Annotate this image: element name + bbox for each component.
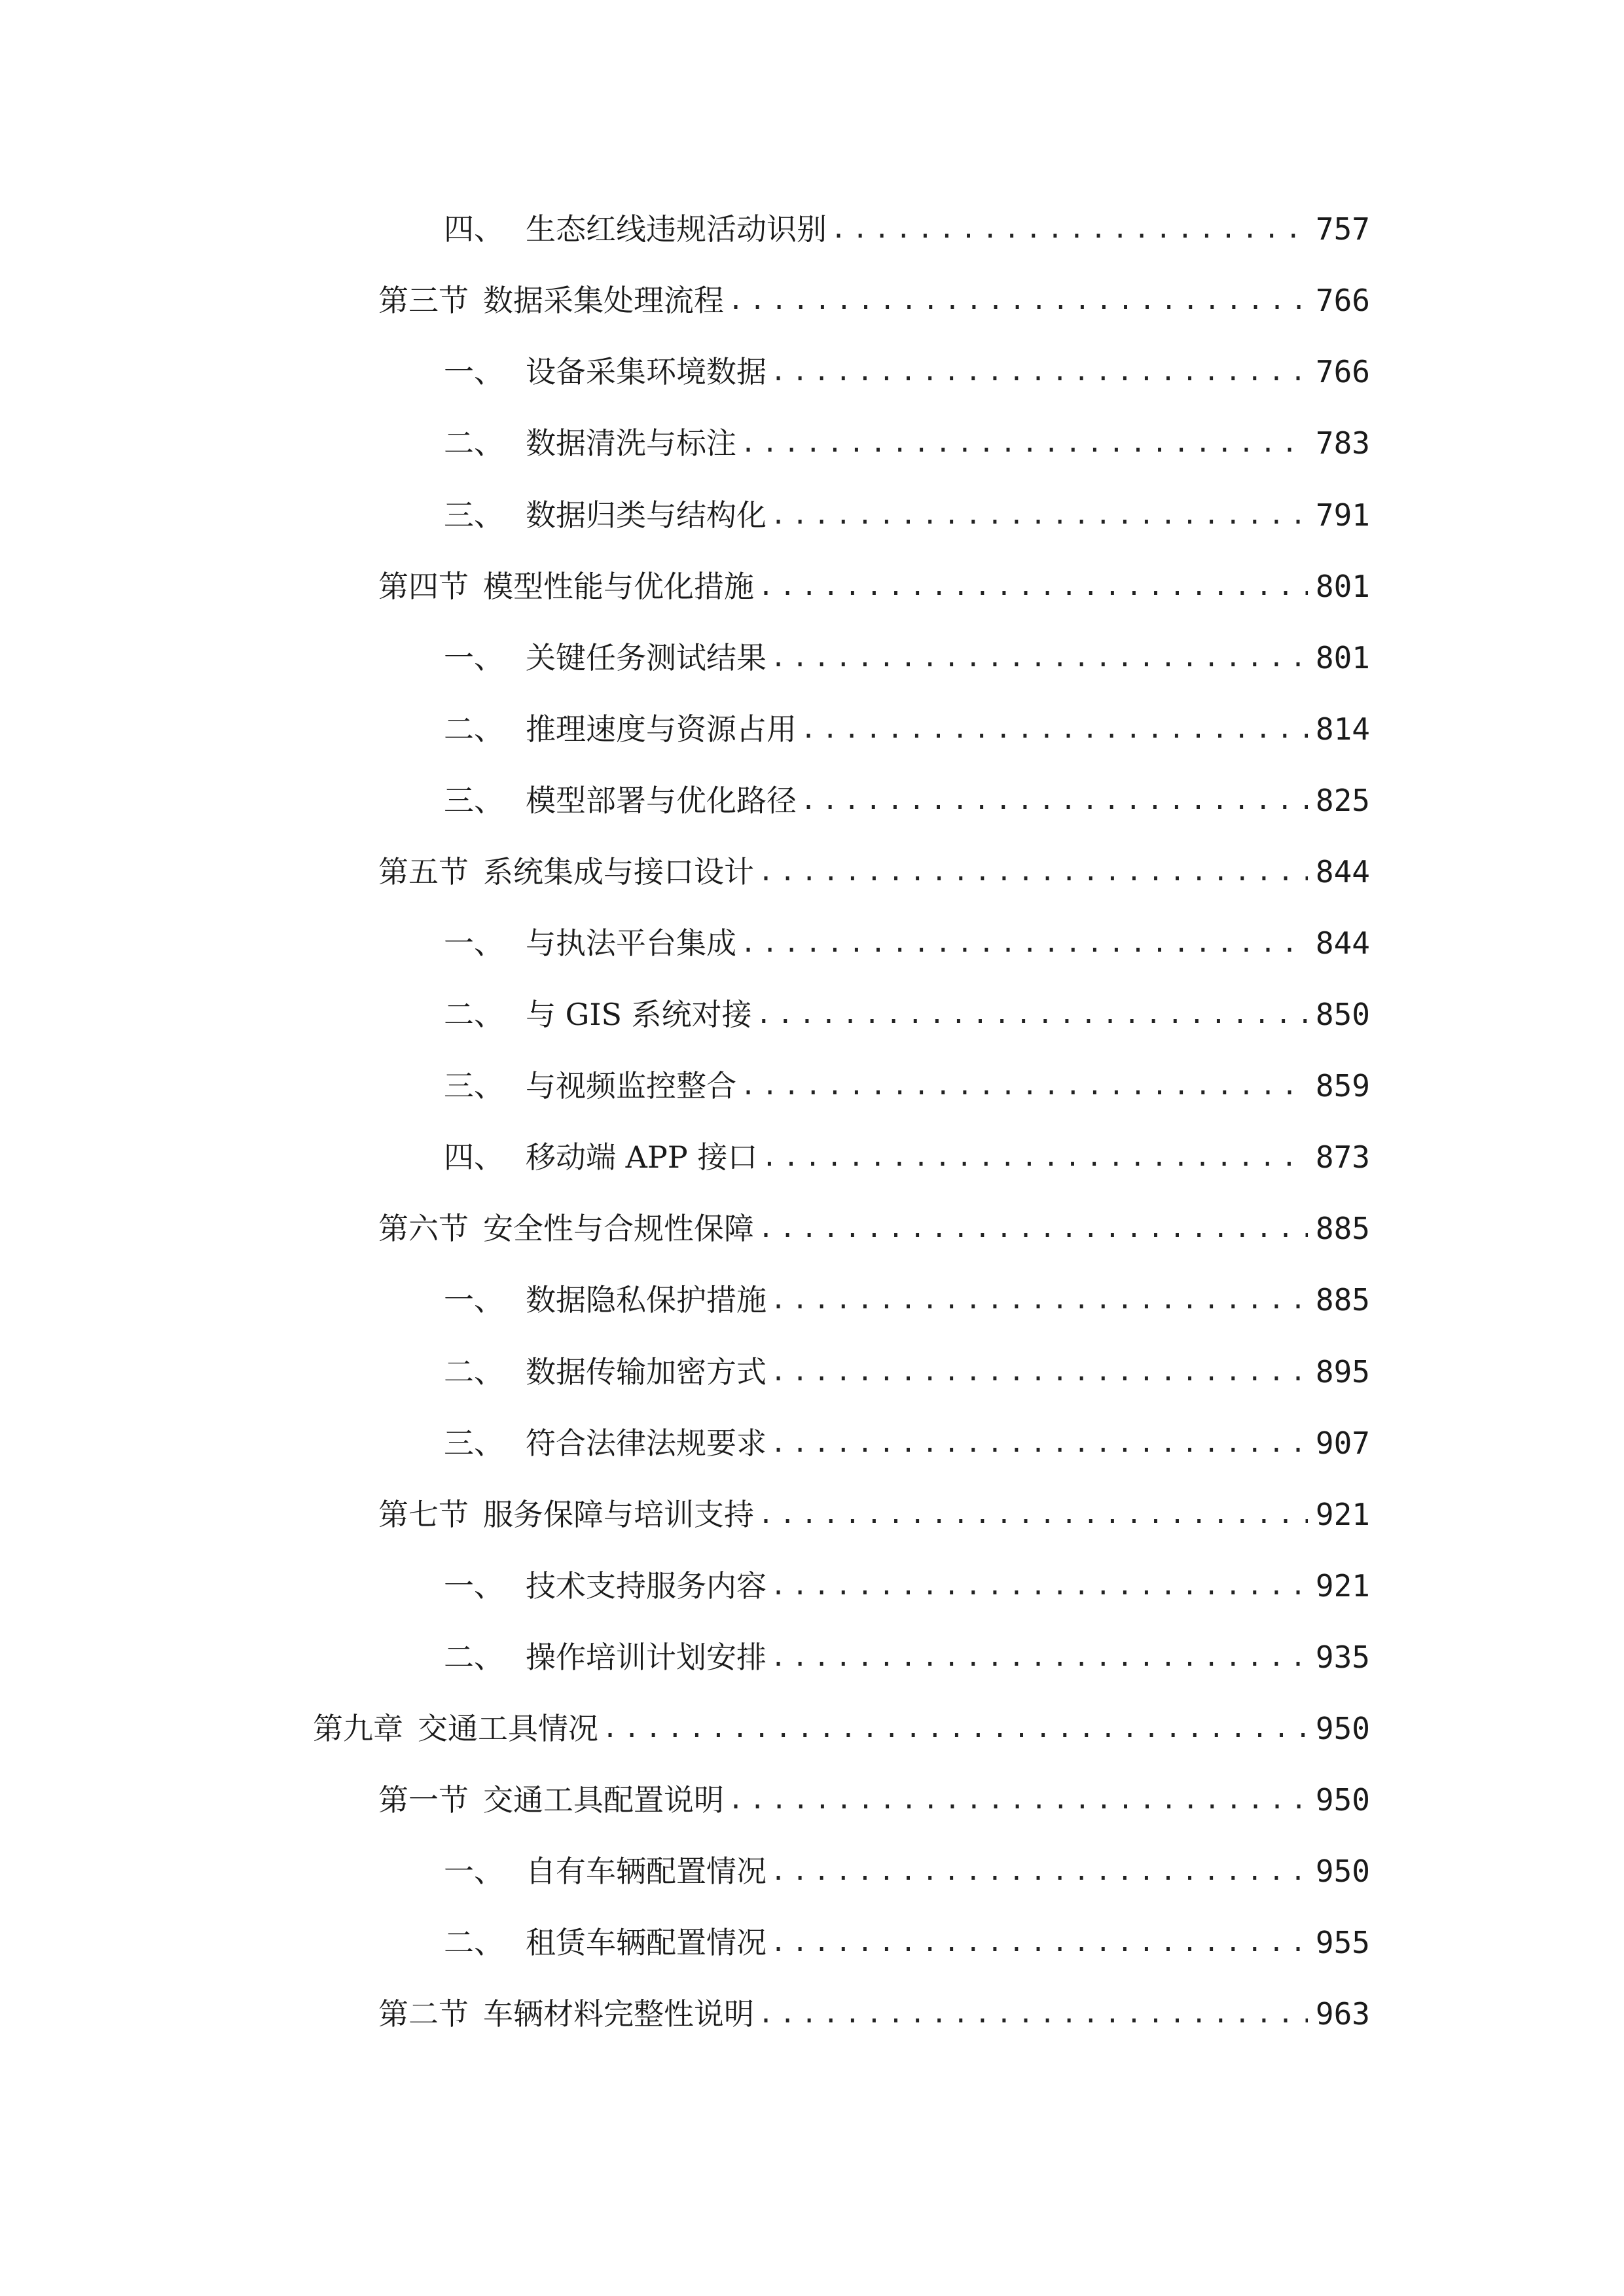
toc-entry-page-number: 885 <box>1315 1282 1370 1318</box>
dot-leader <box>770 632 1308 684</box>
toc-entry-number: 第九章 <box>313 1711 403 1746</box>
toc-entry-page-number: 801 <box>1315 569 1370 604</box>
toc-entry-page-number: 791 <box>1315 497 1370 533</box>
toc-entry-page-number: 766 <box>1315 283 1370 318</box>
dot-leader <box>728 274 1308 327</box>
dot-leader <box>770 1346 1308 1398</box>
toc-entry-page-number: 935 <box>1315 1640 1370 1675</box>
toc-entry-title: 安全性与合规性保障 <box>483 1211 754 1246</box>
toc-entry-title: 车辆材料完整性说明 <box>483 1996 754 2032</box>
toc-entry-page-number: 950 <box>1315 1782 1370 1818</box>
toc-entry-number: 一、 <box>444 1568 504 1604</box>
toc-entry-number: 四、 <box>444 1139 504 1175</box>
toc-entry-title: 模型性能与优化措施 <box>483 569 754 604</box>
toc-entry-title: 自有车辆配置情况 <box>526 1854 767 1889</box>
toc-entry-number: 三、 <box>444 1426 504 1461</box>
toc-entry-title: 与执法平台集成 <box>526 925 736 961</box>
toc-entry-item[interactable] <box>444 988 1370 1041</box>
toc-entry-item[interactable] <box>444 1060 1370 1112</box>
dot-leader <box>770 489 1308 541</box>
toc-entry-title: 数据隐私保护措施 <box>526 1282 767 1318</box>
toc-entry-number: 二、 <box>444 1354 504 1390</box>
toc-entry-number: 二、 <box>444 425 504 461</box>
toc-entry-item[interactable] <box>444 917 1370 969</box>
toc-entry-item[interactable] <box>444 774 1370 827</box>
toc-entry-title: 交通工具情况 <box>418 1711 598 1746</box>
toc-entry-number: 三、 <box>444 497 504 533</box>
dot-leader <box>770 1845 1308 1897</box>
toc-entry-item[interactable] <box>444 1274 1370 1326</box>
toc-entry-section[interactable] <box>378 560 1370 613</box>
toc-entry-title: 符合法律法规要求 <box>526 1426 767 1461</box>
toc-entry-title: 与 GIS 系统对接 <box>526 997 752 1032</box>
toc-entry-number: 二、 <box>444 1640 504 1675</box>
toc-entry-page-number: 757 <box>1315 211 1370 247</box>
toc-entry-title: 关键任务测试结果 <box>526 640 767 675</box>
dot-leader <box>770 346 1308 398</box>
toc-entry-page-number: 859 <box>1315 1068 1370 1103</box>
dot-leader <box>758 1488 1308 1541</box>
toc-entry-item[interactable] <box>444 1131 1370 1183</box>
toc-entry-title: 生态红线违规活动识别 <box>526 211 827 247</box>
toc-entry-section[interactable] <box>378 1774 1370 1826</box>
toc-entry-page-number: 873 <box>1315 1139 1370 1175</box>
toc-entry-section[interactable] <box>378 1202 1370 1255</box>
toc-entry-title: 系统集成与接口设计 <box>483 854 754 889</box>
toc-entry-page-number: 801 <box>1315 640 1370 675</box>
toc-entry-section[interactable] <box>378 1988 1370 2040</box>
toc-entry-title: 数据清洗与标注 <box>526 425 736 461</box>
dot-leader <box>770 1916 1308 1969</box>
toc-entry-number: 第五节 <box>378 854 469 889</box>
toc-entry-item[interactable] <box>444 489 1370 541</box>
toc-entry-number: 一、 <box>444 640 504 675</box>
toc-entry-page-number: 907 <box>1315 1426 1370 1461</box>
toc-entry-number: 三、 <box>444 783 504 818</box>
toc-entry-page-number: 844 <box>1315 925 1370 961</box>
toc-entry-item[interactable] <box>444 1560 1370 1612</box>
toc-entry-section[interactable] <box>378 1488 1370 1541</box>
toc-entry-title: 推理速度与资源占用 <box>526 711 797 747</box>
toc-entry-title: 移动端 APP 接口 <box>526 1139 758 1175</box>
toc-entry-item[interactable] <box>444 1417 1370 1469</box>
dot-leader <box>758 846 1308 898</box>
toc-entry-page-number: 921 <box>1315 1568 1370 1604</box>
toc-entry-item[interactable] <box>444 1631 1370 1683</box>
toc-entry-title: 模型部署与优化路径 <box>526 783 797 818</box>
toc-entry-item[interactable] <box>444 1845 1370 1897</box>
dot-leader <box>801 703 1308 755</box>
toc-entry-page-number: 963 <box>1315 1996 1370 2032</box>
toc-entry-title: 技术支持服务内容 <box>526 1568 767 1604</box>
toc-entry-page-number: 844 <box>1315 854 1370 889</box>
toc-entry-number: 第七节 <box>378 1497 469 1532</box>
toc-entry-title: 数据采集处理流程 <box>483 283 724 318</box>
dot-leader <box>740 417 1308 469</box>
toc-entry-number: 第三节 <box>378 283 469 318</box>
dot-leader <box>728 1774 1308 1826</box>
dot-leader <box>761 1131 1308 1183</box>
toc-entry-title: 数据归类与结构化 <box>526 497 767 533</box>
toc-entry-number: 一、 <box>444 925 504 961</box>
toc-entry-item[interactable] <box>444 417 1370 469</box>
toc-entry-section[interactable] <box>378 846 1370 898</box>
toc-entry-number: 一、 <box>444 1282 504 1318</box>
dot-leader <box>758 1988 1308 2040</box>
toc-entry-title: 租赁车辆配置情况 <box>526 1925 767 1960</box>
toc-entry-number: 第四节 <box>378 569 469 604</box>
toc-entry-item[interactable] <box>444 632 1370 684</box>
dot-leader <box>801 774 1308 827</box>
toc-entry-number: 一、 <box>444 354 504 389</box>
toc-entry-number: 二、 <box>444 1925 504 1960</box>
dot-leader <box>770 1274 1308 1326</box>
toc-entry-chapter[interactable] <box>313 1702 1370 1755</box>
toc-entry-title: 操作培训计划安排 <box>526 1640 767 1675</box>
dot-leader <box>770 1560 1308 1612</box>
toc-entry-number: 第六节 <box>378 1211 469 1246</box>
toc-entry-item[interactable] <box>444 1346 1370 1398</box>
toc-entry-number: 二、 <box>444 997 504 1032</box>
dot-leader <box>602 1702 1308 1755</box>
toc-entry-page-number: 825 <box>1315 783 1370 818</box>
toc-entry-section[interactable] <box>378 274 1370 327</box>
toc-entry-page-number: 885 <box>1315 1211 1370 1246</box>
toc-entry-title: 数据传输加密方式 <box>526 1354 767 1390</box>
dot-leader <box>756 988 1308 1041</box>
dot-leader <box>740 917 1308 969</box>
dot-leader <box>758 1202 1308 1255</box>
toc-entry-number: 第一节 <box>378 1782 469 1818</box>
toc-entry-page-number: 955 <box>1315 1925 1370 1960</box>
toc-entry-page-number: 950 <box>1315 1711 1370 1746</box>
toc-entry-title: 设备采集环境数据 <box>526 354 767 389</box>
dot-leader <box>740 1060 1308 1112</box>
dot-leader <box>758 560 1308 613</box>
toc-entry-title: 交通工具配置说明 <box>483 1782 724 1818</box>
toc-entry-number: 二、 <box>444 711 504 747</box>
toc-entry-number: 一、 <box>444 1854 504 1889</box>
toc-entry-page-number: 895 <box>1315 1354 1370 1390</box>
toc-entry-number: 三、 <box>444 1068 504 1103</box>
toc-entry-page-number: 814 <box>1315 711 1370 747</box>
dot-leader <box>831 203 1308 255</box>
toc-entry-title: 与视频监控整合 <box>526 1068 736 1103</box>
dot-leader <box>770 1631 1308 1683</box>
toc-entry-number: 第二节 <box>378 1996 469 2032</box>
toc-entry-item[interactable] <box>444 1916 1370 1969</box>
toc-entry-page-number: 950 <box>1315 1854 1370 1889</box>
dot-leader <box>770 1417 1308 1469</box>
toc-entry-item[interactable] <box>444 346 1370 398</box>
toc-entry-page-number: 783 <box>1315 425 1370 461</box>
toc-entry-page-number: 921 <box>1315 1497 1370 1532</box>
toc-entry-title: 服务保障与培训支持 <box>483 1497 754 1532</box>
toc-entry-item[interactable] <box>444 203 1370 255</box>
toc-entry-number: 四、 <box>444 211 504 247</box>
toc-entry-item[interactable] <box>444 703 1370 755</box>
toc-entry-page-number: 850 <box>1315 997 1370 1032</box>
toc-entry-page-number: 766 <box>1315 354 1370 389</box>
